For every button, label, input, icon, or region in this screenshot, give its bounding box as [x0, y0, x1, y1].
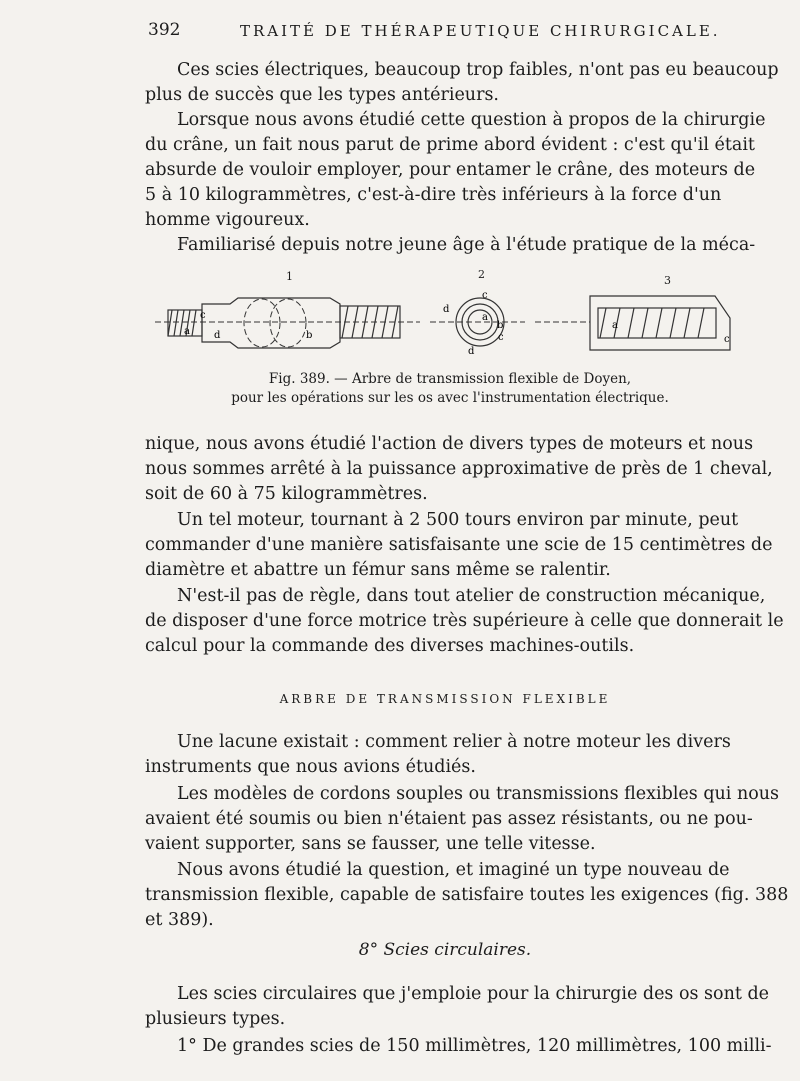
text-line: calcul pour la commande des diverses machines-outils. [145, 636, 635, 656]
figure-label: a [184, 326, 190, 337]
figure-label: d [443, 304, 450, 315]
coupling-sleeve [202, 298, 340, 348]
figure-caption [150, 370, 750, 408]
text-line: Les scies circulaires que j'emploie pour la chirurgie des os sont de [177, 984, 770, 1004]
text-line: absurde de vouloir employer, pour entamer le crâne, des moteurs de [145, 160, 756, 180]
paragraph [145, 233, 756, 258]
text-line: N'est-il pas de règle, dans tout atelier de construction mécanique, [177, 586, 766, 606]
paragraph [145, 782, 780, 857]
text-line: transmission flexible, capable de satisfaire toutes les exigences (fig. 388 [145, 885, 789, 905]
paragraph [145, 58, 779, 108]
figure-label: d [214, 330, 221, 341]
text-line: nique, nous avons étudié l'action de divers types de moteurs et nous [145, 434, 754, 454]
running-title: TRAITÉ DE THÉRAPEUTIQUE CHIRURGICALE. [240, 22, 721, 40]
figure-label: c [482, 290, 488, 301]
figure-number-2: 2 [478, 268, 485, 281]
figure-label: a [612, 320, 618, 331]
section-heading: ARBRE DE TRANSMISSION FLEXIBLE [279, 692, 611, 706]
text-line: avaient été soumis ou bien n'étaient pas assez résistants, ou ne pou- [145, 809, 753, 829]
text-line: de disposer d'une force motrice très supérieure à celle que donnerait le [145, 611, 784, 631]
text-line: instruments que nous avions étudiés. [145, 757, 476, 777]
text-line: Lorsque nous avons étudié cette question à propos de la chirurgie [177, 110, 766, 130]
text-line: Une lacune existait : comment relier à notre moteur les divers [177, 732, 731, 752]
text-line: Un tel moteur, tournant à 2 500 tours environ par minute, peut [177, 510, 739, 530]
page-header [148, 20, 760, 44]
text-line: Les modèles de cordons souples ou transmissions flexibles qui nous [177, 784, 780, 804]
text-line: soit de 60 à 75 kilogrammètres. [145, 484, 428, 504]
paragraph [145, 584, 784, 659]
text-line: plus de succès que les types antérieurs. [145, 85, 499, 105]
text-line: Nous avons étudié la question, et imaginé un type nouveau de [177, 860, 730, 880]
text-line: 1° De grandes scies de 150 millimètres, 120 millimètres, 100 milli- [177, 1036, 772, 1056]
text-line: du crâne, un fait nous parut de prime abord évident : c'est qu'il était [145, 135, 755, 155]
figure-389 [150, 268, 750, 418]
text-line: vaient supporter, sans se fausser, une telle vitesse. [145, 834, 596, 854]
text-line: 5 à 10 kilogrammètres, c'est-à-dire très inférieurs à la force d'un [145, 185, 722, 205]
figure-label: b [306, 330, 313, 341]
figure-label: c [200, 310, 206, 321]
figure-number-3: 3 [664, 274, 671, 287]
caption-line: Fig. 389. — Arbre de transmission flexible de Doyen, [268, 371, 632, 387]
text-line: homme vigoureux. [145, 210, 310, 230]
figure-label: a [482, 312, 488, 323]
paragraph [145, 982, 770, 1032]
figure-label: c [724, 334, 730, 345]
text-line: diamètre et abattre un fémur sans même se ralentir. [145, 560, 611, 580]
paragraph [145, 730, 741, 780]
paragraph [145, 858, 789, 933]
cutaway-shaft [590, 296, 730, 350]
text-line: nous sommes arrêté à la puissance approximative de près de 1 cheval, [145, 459, 773, 479]
text-line: et 389). [145, 910, 214, 930]
text-line: plusieurs types. [145, 1009, 286, 1029]
figure-number-1: 1 [286, 270, 293, 283]
text-line: Ces scies électriques, beaucoup trop faibles, n'ont pas eu beaucoup [177, 60, 779, 80]
text-line: commander d'une manière satisfaisante une scie de 15 centimètres de [145, 535, 773, 555]
flexible-shaft-drawing [150, 282, 750, 382]
caption-line: pour les opérations sur les os avec l'instrumentation électrique. [231, 390, 669, 406]
subsection-heading: 8° Scies circulaires. [358, 940, 532, 960]
page-number: 392 [148, 20, 181, 40]
paragraph [145, 1034, 772, 1059]
text-line: Familiarisé depuis notre jeune âge à l'étude pratique de la méca- [177, 235, 756, 255]
paragraph [145, 108, 766, 233]
figure-label: b [497, 320, 504, 331]
figure-label: d [468, 346, 475, 357]
figure-label: c [498, 332, 504, 343]
paragraph [145, 432, 773, 507]
paragraph [145, 508, 773, 583]
